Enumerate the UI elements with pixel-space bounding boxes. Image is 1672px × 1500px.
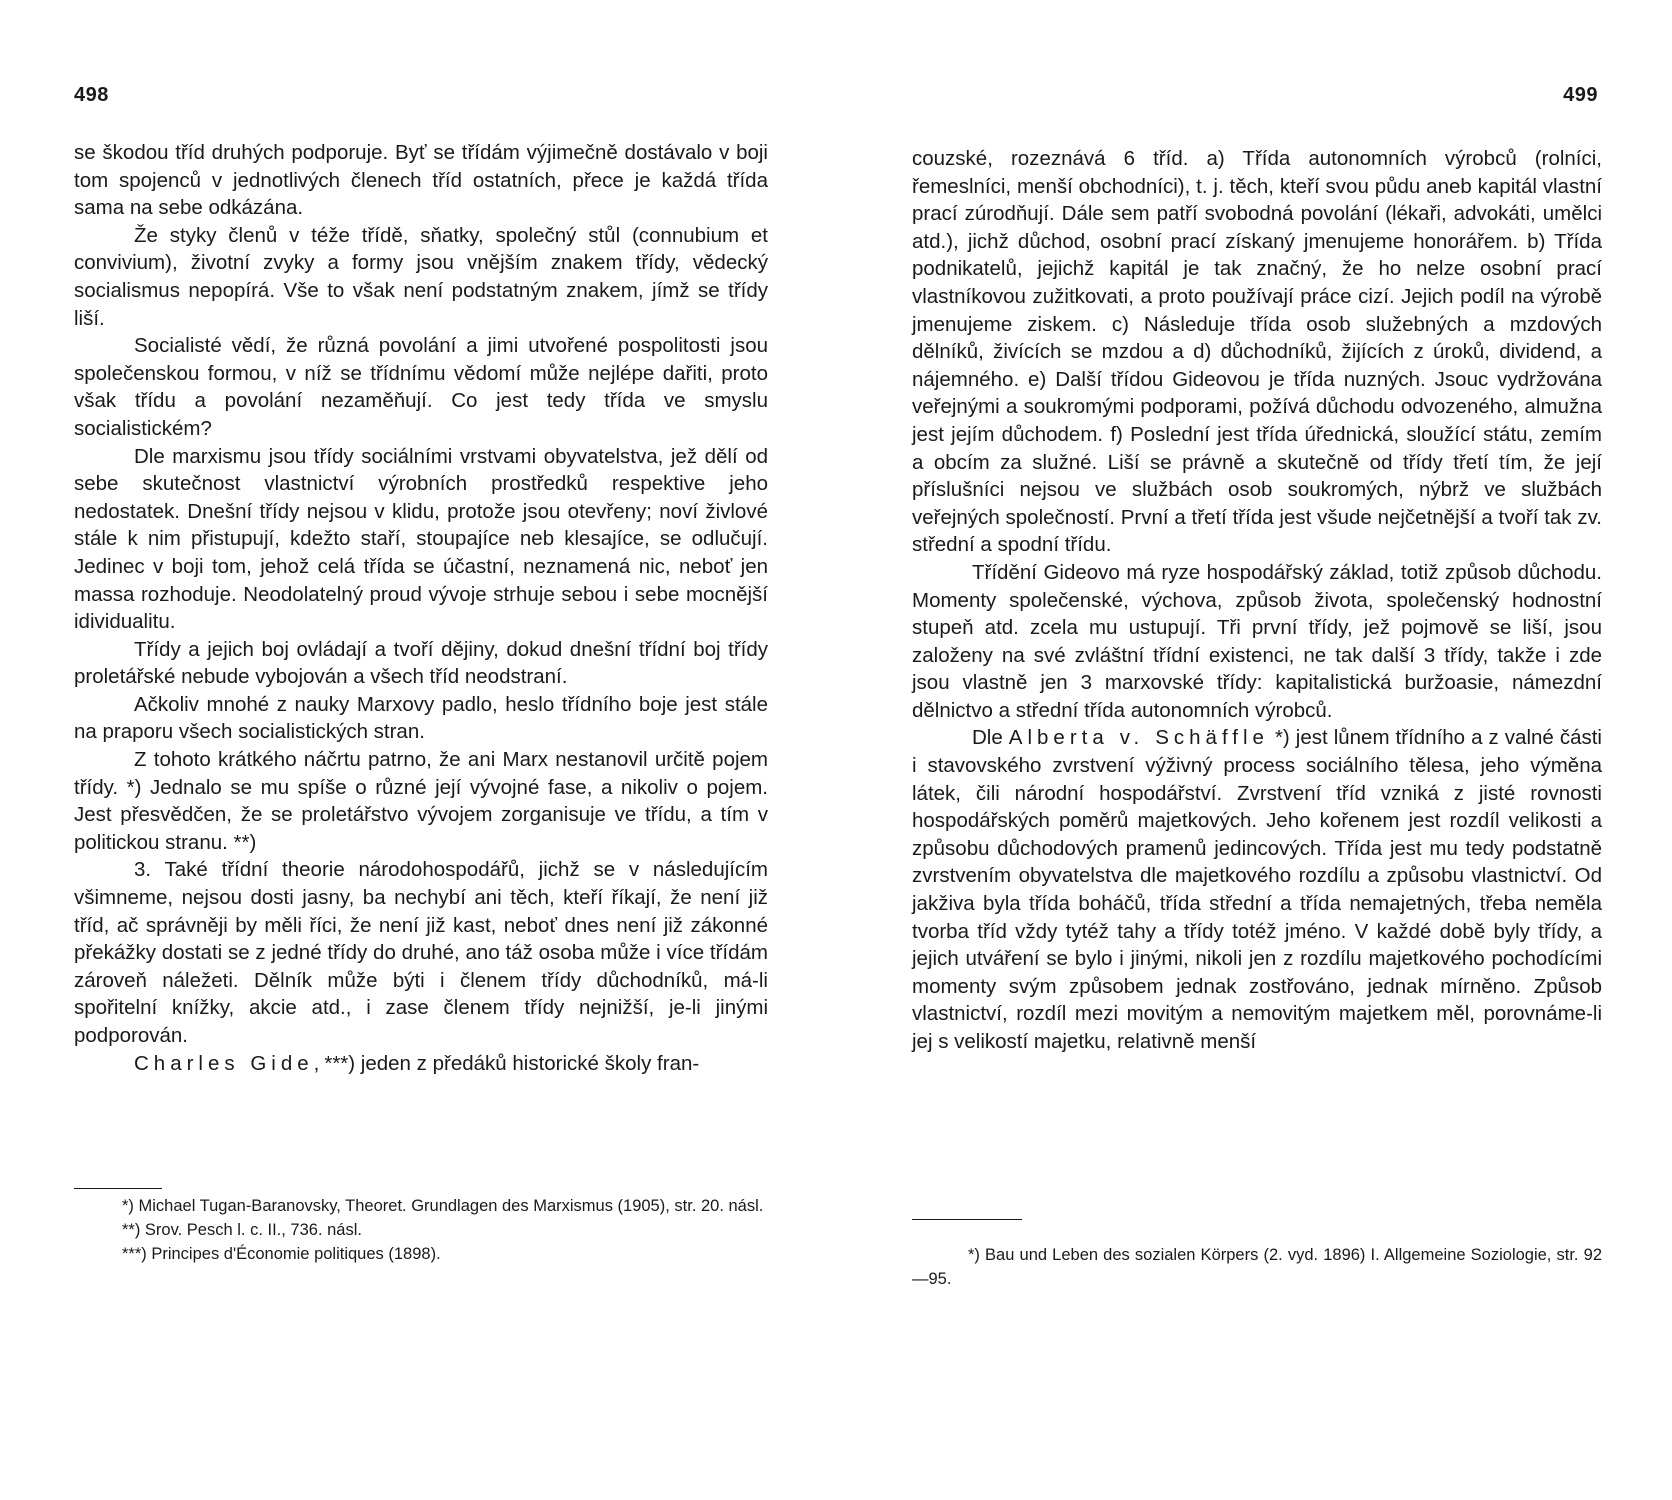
footnote: *) Michael Tugan-Baranovsky, Theoret. Grundlagen des Marxismus (1905), str. 20. násl. <box>122 1197 764 1215</box>
footnotes-left <box>74 1194 768 1266</box>
paragraph: couzské, rozeznává 6 tříd. a) Třída autonomních výrobců (rolníci, řemeslníci, menší obchodníci), t. j. těch, kteří svou půdu aneb kapitál vlastní prací zúrodňují. Dále sem patří svobodná povolání (lékaři, advokáti, umělci atd.), jichž důchod, osobní prací získaný jmenujeme honorářem. b) Třída podnikatelů, jejichž kapitál je tak značný, že ho nelze osobní prací vlastníkovou zužitkovati, a proto používají práce cizí. Jejich podíl na výrobě jmenujeme ziskem. c) Následuje třída osob služebných a mzdových dělníků, živících se mzdou a d) důchodníků, žijících z úroků, dividend, a nájemného. e) Další třídou Gideovou je třída nuzných. Jsouc vydržována veřejnými a soukromými podporami, požívá důchodu odvozeného, almužna jest jejím důchodem. f) Poslední jest třída úřednická, sloužící státu, zemím a obcím za služné. Liší se právně a skutečně od třídy třetí tím, že její příslušníci nejsou ve službách osob soukromých, nýbrž ve službách veřejných společností. První a třetí třída jest všude nejčetnější a tvoří tak zv. střední a spodní třídu. <box>912 147 1602 557</box>
footnotes-right <box>912 1243 1602 1291</box>
footnote: *) Bau und Leben des sozialen Körpers (2. vyd. 1896) I. Allgemeine Soziologie, str. 92—95. <box>912 1246 1602 1288</box>
paragraph: Z tohoto krátkého náčrtu patrno, že ani Marx nestanovil určitě pojem třídy. *) Jednalo se mu spíše o různé její vývojné fase, a nikoliv o pojem. Jest přesvědčen, že se proletářstvo vývojem zorganisuje ve třídu, a tím v politickou stranu. **) <box>74 748 768 854</box>
paragraph <box>74 1050 768 1078</box>
author-name: Charles Gide, <box>134 1051 325 1075</box>
right-page-body <box>912 145 1602 1056</box>
paragraph: 3. Také třídní theorie národohospodářů, jichž se v následujícím všimneme, nejsou dosti jasny, ba nechybí ani těch, kteří říkají, že není již tříd, ač správněji by měli říci, že není již kast, neboť dnes není již zákonné překážky dostati se z jedné třídy do druhé, ano táž osoba může i více třídám zároveň náležeti. Dělník může býti i členem třídy důchodníků, má-li spořitelní knížky, akcie atd., i zase členem třídy nejnižší, je-li jinými podporován. <box>74 858 768 1047</box>
paragraph-text: Dle <box>972 726 1003 750</box>
paragraph-text: *) jest lůnem třídního a z valné části i stavovského zvrstvení výživný process sociálního tělesa, jeho výměna látek, čili národní hospodářství. Zvrstvení tříd vzniká z jisté rovnosti hospodářských poměrů majetkových. Jeho kořenem jest rozdíl velikosti a způsobu důchodových pramenů jedincových. Třída jest mu tedy podstatně zvrstvením obyvatelstva dle majetkového rozdílu a způsobu vlastnictví. Od jakživa byla třída boháčů, třída střední a třída nemajetných, třeba neměla tvorba tříd vždy tytéž tahy a třídy totéž jméno. V každé době byly třídy, a jejich utváření se bylo i jinými, nikoli jen z rozdílu majetkového pochodícími momenty svým způsobem jednak zostřováno, jednak mírněno. Způsob vlastnictví, rozdíl mezi movitým a nemovitým majetkem měl, porovnáme-li jej s velikostí majetku, relativně menší <box>912 726 1602 1053</box>
page-number-right: 499 <box>1563 84 1598 106</box>
page-number-left: 498 <box>74 84 109 106</box>
paragraph <box>912 724 1602 1055</box>
author-name: Alberta v. Schäffle <box>1008 726 1269 750</box>
footnote: **) Srov. Pesch l. c. II., 736. násl. <box>122 1221 362 1239</box>
paragraph: se škodou tříd druhých podporuje. Byť se třídám výjimečně dostávalo v boji tom spojenců v jednotlivých členech tříd ostatních, přece je každá třída sama na sebe odkázána. <box>74 141 768 220</box>
paragraph: Třídění Gideovo má ryze hospodářský základ, totiž způsob důchodu. Momenty společenské, výchova, způsob života, společenský hodnostní stupeň atd. zcela mu ustupují. Tři první třídy, jež pojmově se liší, jsou založeny na své zvláštní třídní existenci, ne tak další 3 třídy, takže i zde jsou vlastně jen 3 marxovské třídy: kapitalistická buržoasie, námezdní dělnictvo a střední třída autonomních výrobců. <box>912 560 1602 722</box>
paragraph: Třídy a jejich boj ovládají a tvoří dějiny, dokud dnešní třídní boj třídy proletářské nebude vybojován a všech tříd neodstraní. <box>74 637 768 689</box>
footnote-rule <box>74 1188 162 1189</box>
paragraph: Že styky členů v téže třídě, sňatky, společný stůl (connubium et convivium), životní zvyky a formy jsou vnějším znakem třídy, vědecký socialismus nepopírá. Vše to však není podstatným znakem, jímž se třídy liší. <box>74 223 768 330</box>
left-page-body <box>74 139 768 1077</box>
paragraph: Dle marxismu jsou třídy sociálními vrstvami obyvatelstva, jež dělí od sebe skutečnost vlastnictví výrobních prostředků respektive jeho nedostatek. Dnešní třídy nejsou v klidu, protože jsou otevřeny; noví živlové stále k nim přistupují, kdežto staří, stoupajíce neb klesajíce, se odlučují. Jedinec v boji tom, jehož celá třída se účastní, neznamená nic, neboť jen massa rozhoduje. Neodolatelný proud vývoje strhuje sebou i sebe mocnější idividualitu. <box>74 444 768 634</box>
paragraph: Ačkoliv mnohé z nauky Marxovy padlo, heslo třídního boje jest stále na praporu všech socialistických stran. <box>74 692 768 744</box>
paragraph-text: ***) jeden z předáků historické školy fran- <box>324 1051 700 1075</box>
paragraph: Socialisté vědí, že různá povolání a jimi utvořené pospolitosti jsou společenskou formou, v níž se třídnímu vědomí může nejlépe dařiti, proto však třídu a povolání nezaměňují. Co jest tedy třída ve smyslu socialistickém? <box>74 334 768 440</box>
footnote: ***) Principes d'Économie politiques (1898). <box>122 1245 441 1263</box>
right-page <box>836 0 1672 1500</box>
footnote-rule <box>912 1219 1022 1220</box>
